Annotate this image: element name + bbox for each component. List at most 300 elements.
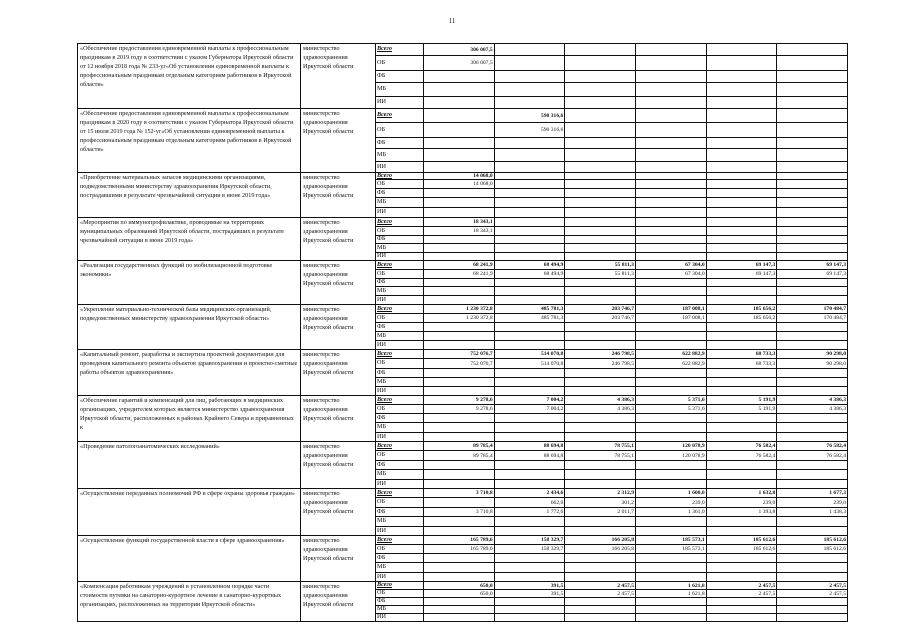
amount-cell: 5 191,9	[707, 396, 778, 404]
source-subrow	[376, 413, 848, 422]
funding-source-label: Всего	[376, 489, 424, 497]
source-subrow	[376, 331, 848, 340]
amount-cell	[565, 480, 636, 488]
amount-cell	[424, 279, 495, 286]
amount-cell	[636, 414, 707, 422]
amount-cell: 306 007,5	[424, 44, 495, 55]
source-subrow	[376, 553, 848, 562]
amount-cell	[707, 71, 778, 82]
amount-cell	[424, 554, 495, 562]
program-name-cell: «Компенсация работникам учреждений в установленном порядке части стоимости путевки на санаторно-курортное лечение в санаторно-курортных организациях, расположенных на территории Иркутской области»	[78, 581, 301, 621]
amount-cell: 4 386,3	[777, 405, 848, 413]
amount-cell	[777, 461, 848, 469]
amount-cell: 90 298,0	[777, 359, 848, 368]
program-name-cell: «Проведение патологоанатомических исследований»	[78, 441, 301, 488]
amount-cell: 4 386,3	[565, 396, 636, 404]
amount-cell	[777, 598, 848, 605]
amount-cell	[565, 198, 636, 207]
program-name-cell: «Мероприятия по иммунопрофилактике, проводимые на территориях муниципальных образований Иркутской области, пострадавших в результате чрезвычайной ситуации в июне 2019 года»	[78, 217, 301, 260]
amount-cell: 1 772,6	[495, 508, 566, 516]
program-name-cell: «Обеспечение предоставления единовременной выплаты к профессиональным праздникам в 2019 году в соответствии с указом Губернатора Иркутской области от 12 ноября 2018 года № 233-уг«Об установлении единовременной выплаты к профессиональным праздникам отдельным категориям работников в Иркутской области»	[78, 43, 301, 108]
amount-cell	[565, 287, 636, 295]
amount-cell: 185 656,2	[707, 305, 778, 313]
amount-cell	[424, 244, 495, 252]
funding-source-label: ОБ	[376, 590, 424, 597]
amount-cell	[424, 123, 495, 137]
amount-cell: 2 457,5	[565, 582, 636, 589]
amount-cell	[707, 598, 778, 605]
funding-source-label: Всего	[376, 261, 424, 269]
amount-cell: 14 068,0	[424, 180, 495, 188]
amount-cell: 1 393,8	[707, 508, 778, 516]
amount-cell	[636, 189, 707, 197]
amount-cell	[777, 198, 848, 207]
funding-source-label: МБ	[376, 423, 424, 432]
amount-cell	[495, 138, 566, 148]
source-subrow	[376, 349, 848, 358]
amount-cell	[424, 198, 495, 207]
amount-cell	[424, 598, 495, 605]
amount-cell	[565, 123, 636, 137]
amount-cell: 120 078,9	[636, 451, 707, 460]
amount-cell	[495, 517, 566, 526]
amount-cell	[636, 378, 707, 386]
amount-cell	[495, 180, 566, 188]
amount-cell	[565, 470, 636, 479]
amount-cell	[777, 162, 848, 172]
amount-cell: 185 612,6	[707, 536, 778, 544]
executor-cell: министерство здравоохранения Иркутской области	[301, 108, 376, 172]
amount-cell	[495, 218, 566, 226]
source-subrow	[376, 278, 848, 286]
executor-cell: министерство здравоохранения Иркутской области	[301, 217, 376, 260]
amount-cell	[636, 71, 707, 82]
funding-source-label: ФБ	[376, 554, 424, 562]
amount-cell	[495, 71, 566, 82]
funding-source-label: ОБ	[376, 405, 424, 413]
amount-cell	[636, 341, 707, 349]
amount-cell	[707, 56, 778, 70]
funding-source-label: ИИ	[376, 433, 424, 441]
amount-cell: 1 600,0	[636, 489, 707, 497]
amount-cell: 3 710,8	[424, 489, 495, 497]
amount-cell	[424, 208, 495, 217]
amount-cell	[424, 138, 495, 148]
amount-cell: 170 484,7	[777, 305, 848, 313]
amount-cell	[495, 244, 566, 252]
table-row	[78, 395, 848, 441]
amount-cell	[565, 387, 636, 395]
amount-cell	[565, 614, 636, 621]
amount-cell	[565, 433, 636, 441]
amount-cell	[707, 109, 778, 122]
source-subrow	[376, 613, 848, 621]
amount-cell	[777, 470, 848, 479]
amount-cell	[707, 573, 778, 581]
amount-cell: 185 612,6	[707, 545, 778, 553]
amount-cell	[565, 414, 636, 422]
amount-cell	[495, 97, 566, 108]
program-name-cell: «Приобретение материальных запасов медицинскими организациями, подведомственными министерству здравоохранения Иркутской области, пострадавшими в результате чрезвычайной ситуации в июне 2019 года»	[78, 172, 301, 217]
amount-cell: 165 789,6	[424, 545, 495, 553]
funding-source-label: ИИ	[376, 162, 424, 172]
funding-source-label: МБ	[376, 606, 424, 613]
amount-cell	[424, 71, 495, 82]
funding-source-label: Всего	[376, 582, 424, 589]
amount-cell	[495, 236, 566, 243]
funding-source-label: ИИ	[376, 387, 424, 395]
amount-cell	[707, 198, 778, 207]
amount-cell: 55 811,3	[565, 270, 636, 278]
amount-cell	[707, 378, 778, 386]
amount-cell: 1 438,3	[777, 508, 848, 516]
amount-cell	[707, 480, 778, 488]
funding-source-label: МБ	[376, 378, 424, 386]
funding-source-label: ФБ	[376, 189, 424, 197]
amount-cell	[424, 433, 495, 441]
source-subrow	[376, 217, 848, 226]
amount-cell: 622 882,9	[636, 350, 707, 358]
amount-cell	[565, 218, 636, 226]
source-subrow	[376, 597, 848, 605]
amount-cell	[707, 208, 778, 217]
amount-cell	[707, 414, 778, 422]
amount-cell	[424, 461, 495, 469]
amount-cell: 89 785,4	[424, 442, 495, 450]
amount-cell	[424, 109, 495, 122]
amount-cell	[495, 189, 566, 197]
amount-cell	[565, 527, 636, 535]
amount-cell	[777, 279, 848, 286]
amount-cell	[565, 423, 636, 432]
funding-source-label: ОБ	[376, 545, 424, 553]
program-name-cell: «Осуществление функций государственной власти в сфере здравоохранения»	[78, 535, 301, 581]
amount-cell: 68 494,9	[495, 270, 566, 278]
amount-cell: 158 329,7	[495, 536, 566, 544]
funding-source-label: ФБ	[376, 279, 424, 286]
source-subrow	[376, 589, 848, 597]
funding-source-label: ОБ	[376, 498, 424, 507]
amount-cell	[565, 598, 636, 605]
program-name-cell: «Реализация государственных функций по мобилизационной подготовке экономики»	[78, 260, 301, 304]
source-subrow	[376, 562, 848, 572]
amount-cell	[495, 227, 566, 235]
source-subrow	[376, 526, 848, 535]
funding-source-label: Всего	[376, 536, 424, 544]
source-subrow	[376, 43, 848, 55]
amount-cell	[495, 208, 566, 217]
amount-cell	[777, 614, 848, 621]
amount-cell	[707, 97, 778, 108]
source-subrow	[376, 386, 848, 395]
amount-cell	[636, 387, 707, 395]
amount-cell: 14 068,0	[424, 173, 495, 179]
amount-cell: 76 582,4	[707, 451, 778, 460]
source-subrow	[376, 441, 848, 450]
source-subrow	[376, 358, 848, 368]
amount-cell	[636, 598, 707, 605]
amount-cell	[565, 573, 636, 581]
funding-source-label: ОБ	[376, 56, 424, 70]
amount-cell	[777, 341, 848, 349]
amount-cell	[565, 97, 636, 108]
source-subrow	[376, 252, 848, 260]
amount-cell	[707, 180, 778, 188]
amount-cell	[565, 227, 636, 235]
amount-cell	[707, 253, 778, 260]
source-subrow	[376, 188, 848, 197]
amount-cell	[707, 606, 778, 613]
amount-cell	[495, 253, 566, 260]
executor-cell: министерство здравоохранения Иркутской области	[301, 304, 376, 349]
amount-cell: 68 494,9	[495, 261, 566, 269]
amount-cell	[707, 287, 778, 295]
amount-cell	[424, 378, 495, 386]
amount-cell: 120 078,9	[636, 442, 707, 450]
amount-cell: 650,0	[424, 582, 495, 589]
source-subrow	[376, 432, 848, 441]
amount-cell: 18 343,1	[424, 218, 495, 226]
amount-cell	[424, 573, 495, 581]
amount-cell	[777, 332, 848, 340]
amount-cell	[424, 563, 495, 572]
amount-cell	[565, 244, 636, 252]
amount-cell: 2 457,5	[707, 582, 778, 589]
funding-source-label: ИИ	[376, 296, 424, 304]
amount-cell	[707, 149, 778, 161]
amount-cell	[777, 480, 848, 488]
amount-cell	[777, 109, 848, 122]
amount-cell	[424, 369, 495, 377]
amount-cell: 4 386,3	[777, 396, 848, 404]
amount-cell: 76 582,4	[707, 442, 778, 450]
amount-cell	[707, 323, 778, 331]
funding-source-label: ОБ	[376, 123, 424, 137]
source-subrow	[376, 70, 848, 82]
amount-cell	[565, 563, 636, 572]
source-subrow	[376, 148, 848, 161]
amount-cell: 165 789,6	[424, 536, 495, 544]
amount-cell	[707, 563, 778, 572]
funding-source-label: Всего	[376, 396, 424, 404]
amount-cell: 5 371,6	[636, 396, 707, 404]
amount-cell	[636, 614, 707, 621]
amount-cell	[495, 323, 566, 331]
funding-source-label: ОБ	[376, 180, 424, 188]
amount-cell	[565, 109, 636, 122]
amount-cell: 78 755,1	[565, 451, 636, 460]
source-subrow	[376, 544, 848, 553]
funding-source-label: Всего	[376, 350, 424, 358]
source-subrow	[376, 179, 848, 188]
funding-source-label: ИИ	[376, 97, 424, 108]
amount-cell: 239,0	[636, 498, 707, 507]
amount-cell: 306 007,5	[424, 56, 495, 70]
amount-cell: 185 573,1	[636, 536, 707, 544]
amount-cell	[707, 614, 778, 621]
amount-cell	[707, 332, 778, 340]
amount-cell: 158 329,7	[495, 545, 566, 553]
amount-cell	[777, 208, 848, 217]
amount-cell	[777, 244, 848, 252]
amount-cell: 239,0	[707, 498, 778, 507]
amount-cell: 1 632,8	[707, 489, 778, 497]
amount-cell	[565, 279, 636, 286]
amount-cell	[636, 563, 707, 572]
amount-cell: 166 205,8	[565, 545, 636, 553]
funding-source-label: МБ	[376, 470, 424, 479]
source-subrow	[376, 313, 848, 322]
table-row	[78, 488, 848, 535]
source-subrow	[376, 161, 848, 172]
amount-cell	[424, 387, 495, 395]
amount-cell	[636, 287, 707, 295]
amount-cell	[777, 323, 848, 331]
amount-cell	[565, 44, 636, 55]
amount-cell	[424, 423, 495, 432]
amount-cell: 246 798,5	[565, 350, 636, 358]
funding-source-label: ОБ	[376, 227, 424, 235]
amount-cell	[495, 423, 566, 432]
amount-cell: 67 304,0	[636, 261, 707, 269]
source-subrow	[376, 572, 848, 581]
amount-cell	[424, 332, 495, 340]
amount-cell	[636, 517, 707, 526]
amount-cell: 68 241,9	[424, 270, 495, 278]
amount-cell	[777, 253, 848, 260]
source-subrow	[376, 581, 848, 589]
amount-cell	[495, 332, 566, 340]
source-subrow	[376, 82, 848, 96]
source-subrow	[376, 322, 848, 331]
funding-source-label: ФБ	[376, 323, 424, 331]
amount-cell: 68 733,3	[707, 359, 778, 368]
amount-cell: 203 746,7	[565, 314, 636, 322]
amount-cell	[777, 71, 848, 82]
amount-cell: 1 230 372,8	[424, 305, 495, 313]
amount-cell	[636, 279, 707, 286]
amount-cell	[707, 123, 778, 137]
source-subrow	[376, 395, 848, 404]
amount-cell: 69 147,3	[777, 261, 848, 269]
source-subrow	[376, 535, 848, 544]
amount-cell	[707, 423, 778, 432]
amount-cell	[495, 554, 566, 562]
amount-cell: 1 677,3	[777, 489, 848, 497]
amount-cell: 514 070,8	[495, 359, 566, 368]
amount-cell	[565, 554, 636, 562]
amount-cell	[636, 433, 707, 441]
amount-cell	[495, 598, 566, 605]
funding-source-label: ИИ	[376, 341, 424, 349]
amount-cell: 166 205,8	[565, 536, 636, 544]
funding-source-label: МБ	[376, 149, 424, 161]
amount-cell	[707, 461, 778, 469]
amount-cell	[777, 227, 848, 235]
amount-cell	[636, 83, 707, 96]
funding-source-label: МБ	[376, 198, 424, 207]
amount-cell: 185 612,6	[777, 536, 848, 544]
amount-cell: 88 694,8	[495, 451, 566, 460]
amount-cell	[495, 606, 566, 613]
amount-cell: 301,2	[565, 498, 636, 507]
program-name-cell: «Обеспечение предоставления единовременной выплаты к профессиональным праздникам в 2020 году в соответствии с указом Губернатора Иркутской области от 15 июля 2019 года № 152-уг«Об установлении единовременной выплаты к профессиональным праздникам отдельным категориям работников в Иркутской области»	[78, 108, 301, 172]
source-subrow	[376, 340, 848, 349]
amount-cell	[495, 414, 566, 422]
amount-cell	[495, 614, 566, 621]
table-row	[78, 217, 848, 260]
amount-cell	[495, 461, 566, 469]
amount-cell	[707, 341, 778, 349]
amount-cell	[777, 387, 848, 395]
funding-source-label: МБ	[376, 332, 424, 340]
amount-cell	[707, 387, 778, 395]
amount-cell	[777, 414, 848, 422]
amount-cell	[495, 563, 566, 572]
funding-source-label: ФБ	[376, 236, 424, 243]
amount-cell	[424, 517, 495, 526]
amount-cell: 68 241,9	[424, 261, 495, 269]
amount-cell	[636, 244, 707, 252]
funding-source-label: МБ	[376, 287, 424, 295]
amount-cell	[565, 253, 636, 260]
funding-source-label: МБ	[376, 517, 424, 526]
source-subrow	[376, 422, 848, 432]
funding-source-label: ФБ	[376, 71, 424, 82]
amount-cell	[636, 369, 707, 377]
amount-cell	[636, 162, 707, 172]
table-row	[78, 260, 848, 304]
amount-cell	[495, 387, 566, 395]
budget-table	[77, 43, 848, 622]
amount-cell	[636, 109, 707, 122]
amount-cell: 391,5	[495, 590, 566, 597]
amount-cell: 1 230 372,8	[424, 314, 495, 322]
source-subrow	[376, 605, 848, 613]
source-subrow	[376, 488, 848, 497]
amount-cell	[707, 433, 778, 441]
amount-cell	[424, 149, 495, 161]
amount-cell: 590 316,6	[495, 123, 566, 137]
source-subrow	[376, 507, 848, 516]
amount-cell: 9 278,6	[424, 405, 495, 413]
amount-cell: 5 191,9	[707, 405, 778, 413]
amount-cell	[424, 414, 495, 422]
amount-cell	[495, 470, 566, 479]
amount-cell	[424, 97, 495, 108]
funding-source-label: ФБ	[376, 508, 424, 516]
amount-cell: 76 582,4	[777, 451, 848, 460]
amount-cell	[636, 227, 707, 235]
amount-cell	[495, 287, 566, 295]
amount-cell	[424, 480, 495, 488]
amount-cell	[495, 433, 566, 441]
amount-cell	[777, 44, 848, 55]
amount-cell	[636, 527, 707, 535]
amount-cell: 69 147,3	[707, 270, 778, 278]
amount-cell	[777, 149, 848, 161]
amount-cell: 90 298,0	[777, 350, 848, 358]
amount-cell	[707, 227, 778, 235]
amount-cell	[565, 208, 636, 217]
amount-cell	[777, 378, 848, 386]
amount-cell	[707, 470, 778, 479]
amount-cell: 590 316,6	[495, 109, 566, 122]
source-subrow	[376, 260, 848, 269]
amount-cell	[565, 517, 636, 526]
amount-cell	[495, 341, 566, 349]
table-row	[78, 349, 848, 395]
